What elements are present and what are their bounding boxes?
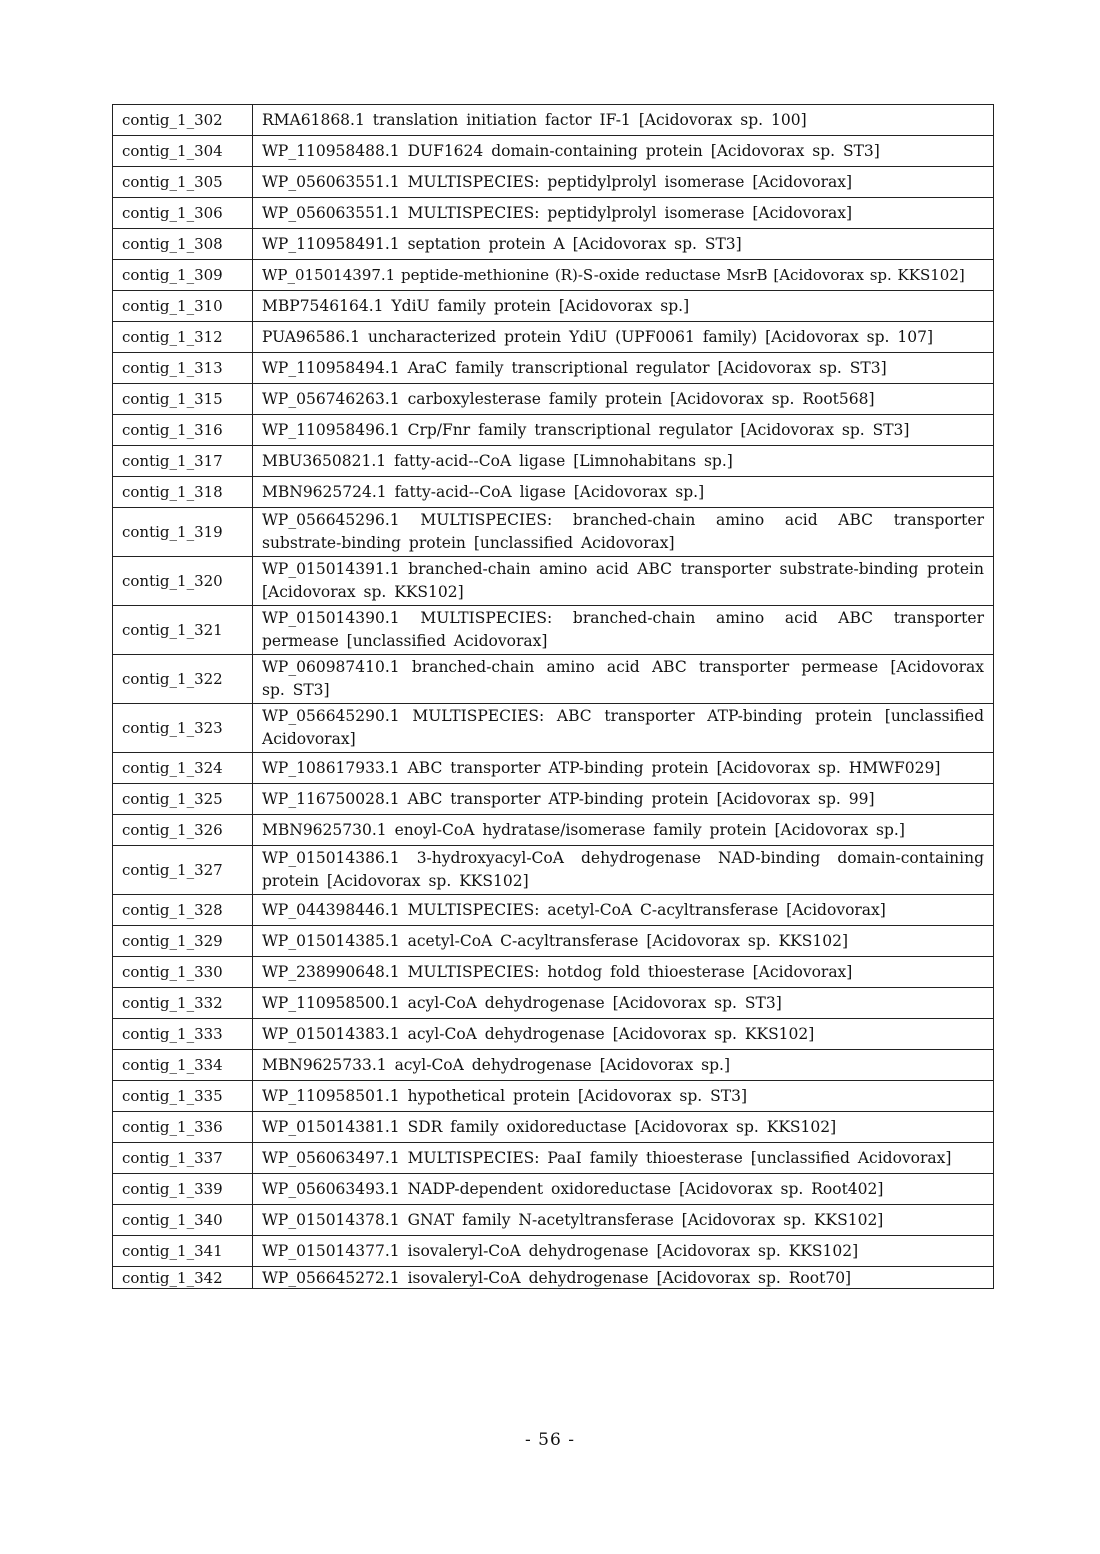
contig-id-cell: contig_1_342 bbox=[113, 1267, 253, 1289]
contig-id-cell: contig_1_305 bbox=[113, 167, 253, 198]
table-row bbox=[113, 167, 994, 198]
contig-id-cell: contig_1_324 bbox=[113, 753, 253, 784]
table-row bbox=[113, 1081, 994, 1112]
protein-description-cell: WP_108617933.1 ABC transporter ATP-binding protein [Acidovorax sp. HMWF029] bbox=[253, 753, 994, 784]
table-row bbox=[113, 988, 994, 1019]
table-row bbox=[113, 1143, 994, 1174]
table-row bbox=[113, 704, 994, 753]
contig-id-cell: contig_1_306 bbox=[113, 198, 253, 229]
contig-id-cell: contig_1_323 bbox=[113, 704, 253, 753]
contig-id-cell: contig_1_330 bbox=[113, 957, 253, 988]
contig-id-cell: contig_1_327 bbox=[113, 846, 253, 895]
table-row bbox=[113, 926, 994, 957]
contig-id-cell: contig_1_332 bbox=[113, 988, 253, 1019]
protein-description-cell: WP_056063493.1 NADP-dependent oxidoreductase [Acidovorax sp. Root402] bbox=[253, 1174, 994, 1205]
table-row bbox=[113, 655, 994, 704]
protein-description-cell: WP_015014383.1 acyl-CoA dehydrogenase [Acidovorax sp. KKS102] bbox=[253, 1019, 994, 1050]
protein-description-cell: MBN9625730.1 enoyl-CoA hydratase/isomerase family protein [Acidovorax sp.] bbox=[253, 815, 994, 846]
contig-id-cell: contig_1_337 bbox=[113, 1143, 253, 1174]
table-row bbox=[113, 606, 994, 655]
contig-id-cell: contig_1_321 bbox=[113, 606, 253, 655]
table-row bbox=[113, 1174, 994, 1205]
protein-description-cell: WP_238990648.1 MULTISPECIES: hotdog fold thioesterase [Acidovorax] bbox=[253, 957, 994, 988]
protein-description-cell: RMA61868.1 translation initiation factor IF-1 [Acidovorax sp. 100] bbox=[253, 105, 994, 136]
protein-description-cell: WP_015014385.1 acetyl-CoA C-acyltransferase [Acidovorax sp. KKS102] bbox=[253, 926, 994, 957]
contig-id-cell: contig_1_333 bbox=[113, 1019, 253, 1050]
contig-id-cell: contig_1_336 bbox=[113, 1112, 253, 1143]
contig-id-cell: contig_1_334 bbox=[113, 1050, 253, 1081]
protein-description-cell: WP_110958501.1 hypothetical protein [Acidovorax sp. ST3] bbox=[253, 1081, 994, 1112]
protein-description-cell: WP_015014391.1 branched-chain amino acid ABC transporter substrate-binding protein [Acidovorax sp. KKS102] bbox=[253, 557, 994, 606]
protein-description-cell: PUA96586.1 uncharacterized protein YdiU (UPF0061 family) [Acidovorax sp. 107] bbox=[253, 322, 994, 353]
protein-description-cell: WP_056746263.1 carboxylesterase family protein [Acidovorax sp. Root568] bbox=[253, 384, 994, 415]
protein-description-cell: WP_056645290.1 MULTISPECIES: ABC transporter ATP-binding protein [unclassified Acidovorax] bbox=[253, 704, 994, 753]
protein-description-cell: WP_015014377.1 isovaleryl-CoA dehydrogenase [Acidovorax sp. KKS102] bbox=[253, 1236, 994, 1267]
protein-description-cell: WP_044398446.1 MULTISPECIES: acetyl-CoA C-acyltransferase [Acidovorax] bbox=[253, 895, 994, 926]
protein-description-cell: WP_060987410.1 branched-chain amino acid ABC transporter permease [Acidovorax sp. ST3] bbox=[253, 655, 994, 704]
protein-description-cell: WP_056645296.1 MULTISPECIES: branched-chain amino acid ABC transporter substrate-binding protein [unclassified Acidovorax] bbox=[253, 508, 994, 557]
protein-description-cell: WP_056063551.1 MULTISPECIES: peptidylprolyl isomerase [Acidovorax] bbox=[253, 198, 994, 229]
table-row bbox=[113, 1236, 994, 1267]
contig-id-cell: contig_1_329 bbox=[113, 926, 253, 957]
contig-id-cell: contig_1_341 bbox=[113, 1236, 253, 1267]
table-row bbox=[113, 322, 994, 353]
protein-description-cell: WP_056063497.1 MULTISPECIES: PaaI family thioesterase [unclassified Acidovorax] bbox=[253, 1143, 994, 1174]
contig-id-cell: contig_1_320 bbox=[113, 557, 253, 606]
table-row bbox=[113, 105, 994, 136]
table-row bbox=[113, 291, 994, 322]
table-row bbox=[113, 198, 994, 229]
contig-id-cell: contig_1_322 bbox=[113, 655, 253, 704]
contig-id-cell: contig_1_315 bbox=[113, 384, 253, 415]
protein-description-cell: MBN9625724.1 fatty-acid--CoA ligase [Acidovorax sp.] bbox=[253, 477, 994, 508]
contig-id-cell: contig_1_302 bbox=[113, 105, 253, 136]
annotation-table-body bbox=[113, 105, 994, 1289]
table-row bbox=[113, 895, 994, 926]
contig-id-cell: contig_1_316 bbox=[113, 415, 253, 446]
page-number: - 56 - bbox=[525, 1430, 575, 1450]
table-row bbox=[113, 1205, 994, 1236]
table-row bbox=[113, 353, 994, 384]
contig-id-cell: contig_1_339 bbox=[113, 1174, 253, 1205]
table-row bbox=[113, 477, 994, 508]
table-row bbox=[113, 1267, 994, 1289]
table-row bbox=[113, 229, 994, 260]
protein-description-cell: WP_110958500.1 acyl-CoA dehydrogenase [Acidovorax sp. ST3] bbox=[253, 988, 994, 1019]
protein-description-cell: WP_116750028.1 ABC transporter ATP-binding protein [Acidovorax sp. 99] bbox=[253, 784, 994, 815]
contig-id-cell: contig_1_304 bbox=[113, 136, 253, 167]
table-row bbox=[113, 815, 994, 846]
contig-id-cell: contig_1_312 bbox=[113, 322, 253, 353]
protein-description-cell: WP_110958494.1 AraC family transcriptional regulator [Acidovorax sp. ST3] bbox=[253, 353, 994, 384]
table-row bbox=[113, 1050, 994, 1081]
contig-id-cell: contig_1_328 bbox=[113, 895, 253, 926]
contig-id-cell: contig_1_319 bbox=[113, 508, 253, 557]
protein-description-cell: WP_015014386.1 3-hydroxyacyl-CoA dehydrogenase NAD-binding domain-containing protein [Acidovorax sp. KKS102] bbox=[253, 846, 994, 895]
protein-description-cell: WP_110958496.1 Crp/Fnr family transcriptional regulator [Acidovorax sp. ST3] bbox=[253, 415, 994, 446]
contig-id-cell: contig_1_310 bbox=[113, 291, 253, 322]
protein-description-cell: WP_056645272.1 isovaleryl-CoA dehydrogenase [Acidovorax sp. Root70] bbox=[253, 1267, 994, 1289]
protein-description-cell: MBU3650821.1 fatty-acid--CoA ligase [Limnohabitans sp.] bbox=[253, 446, 994, 477]
table-row bbox=[113, 784, 994, 815]
table-row bbox=[113, 1019, 994, 1050]
contig-id-cell: contig_1_326 bbox=[113, 815, 253, 846]
protein-description-cell: MBN9625733.1 acyl-CoA dehydrogenase [Acidovorax sp.] bbox=[253, 1050, 994, 1081]
contig-id-cell: contig_1_308 bbox=[113, 229, 253, 260]
contig-id-cell: contig_1_325 bbox=[113, 784, 253, 815]
table-row bbox=[113, 446, 994, 477]
table-row bbox=[113, 508, 994, 557]
contig-id-cell: contig_1_309 bbox=[113, 260, 253, 291]
table-row bbox=[113, 1112, 994, 1143]
protein-description-cell: WP_015014397.1 peptide-methionine (R)-S-oxide reductase MsrB [Acidovorax sp. KKS102] bbox=[253, 260, 994, 291]
table-row bbox=[113, 136, 994, 167]
table-row bbox=[113, 415, 994, 446]
contig-id-cell: contig_1_317 bbox=[113, 446, 253, 477]
table-row bbox=[113, 260, 994, 291]
contig-id-cell: contig_1_335 bbox=[113, 1081, 253, 1112]
contig-id-cell: contig_1_318 bbox=[113, 477, 253, 508]
contig-id-cell: contig_1_313 bbox=[113, 353, 253, 384]
protein-description-cell: WP_015014381.1 SDR family oxidoreductase [Acidovorax sp. KKS102] bbox=[253, 1112, 994, 1143]
table-row bbox=[113, 557, 994, 606]
annotation-table bbox=[112, 104, 994, 1289]
table-row bbox=[113, 384, 994, 415]
protein-description-cell: WP_056063551.1 MULTISPECIES: peptidylprolyl isomerase [Acidovorax] bbox=[253, 167, 994, 198]
protein-description-cell: MBP7546164.1 YdiU family protein [Acidovorax sp.] bbox=[253, 291, 994, 322]
protein-description-cell: WP_015014390.1 MULTISPECIES: branched-chain amino acid ABC transporter permease [unclassified Acidovorax] bbox=[253, 606, 994, 655]
protein-description-cell: WP_110958488.1 DUF1624 domain-containing protein [Acidovorax sp. ST3] bbox=[253, 136, 994, 167]
contig-id-cell: contig_1_340 bbox=[113, 1205, 253, 1236]
table-row bbox=[113, 957, 994, 988]
protein-description-cell: WP_110958491.1 septation protein A [Acidovorax sp. ST3] bbox=[253, 229, 994, 260]
table-row bbox=[113, 753, 994, 784]
protein-description-cell: WP_015014378.1 GNAT family N-acetyltransferase [Acidovorax sp. KKS102] bbox=[253, 1205, 994, 1236]
table-row bbox=[113, 846, 994, 895]
